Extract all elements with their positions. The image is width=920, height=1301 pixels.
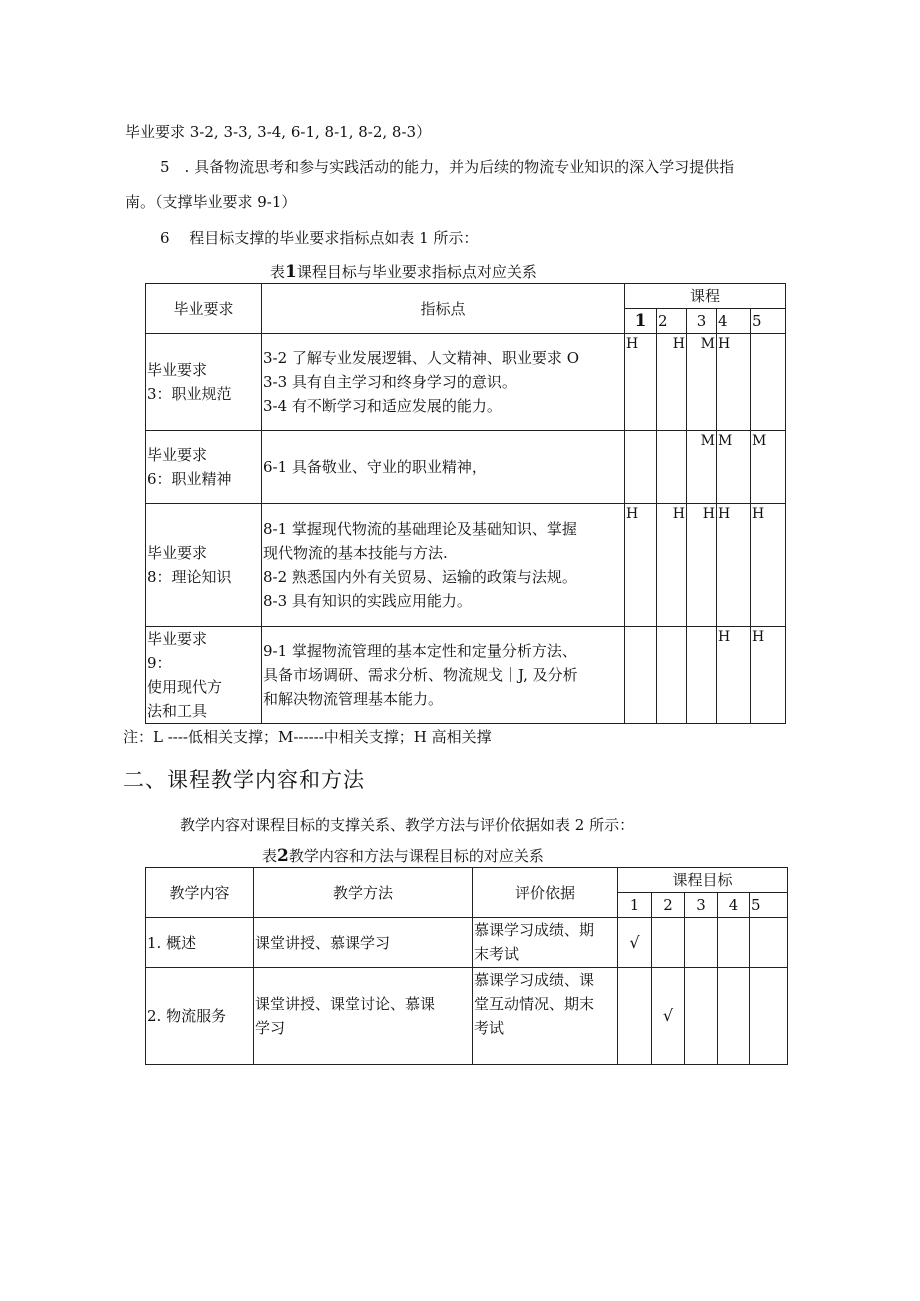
table2-row1-content: 1. 概述 [146, 918, 254, 968]
intro-line-4: 6 程目标支撑的毕业要求指标点如表 1 所示： [160, 229, 479, 247]
table1-header-points: 指标点 [262, 284, 625, 334]
table1-row1-requirement [146, 334, 262, 431]
table2-row2-method [254, 968, 473, 1065]
table1-row3-mark-4: H [717, 504, 751, 627]
table-row [146, 504, 786, 627]
table1-header-num-5: 5 [751, 309, 786, 334]
req-line: 毕业要求 [147, 544, 208, 562]
point-line: 3-4 有不断学习和适应发展的能力。 [263, 397, 502, 415]
table2-row2-basis [473, 968, 618, 1065]
table1-row4-mark-2 [657, 627, 687, 724]
table1-row3-mark-2: H [657, 504, 687, 627]
table2 [145, 867, 788, 1065]
table1-header-num-2: 2 [657, 309, 687, 334]
table1-row4-mark-1 [625, 627, 657, 724]
table2-row1-goal-2 [652, 918, 685, 968]
table1-row4-requirement [146, 627, 262, 724]
table2-row2-goal-4 [718, 968, 750, 1065]
intro-line-1: 毕业要求 3-2, 3-3, 3-4, 6-1, 8-1, 8-2, 8-3） [125, 123, 432, 141]
point-line: 9-1 掌握物流管理的基本定性和定量分析方法、 [263, 642, 577, 660]
table1-row2-mark-4: M [717, 431, 751, 504]
point-line: 3-2 了解专业发展逻辑、人文精神、职业要求 O [263, 349, 579, 367]
table1-row2-mark-1 [625, 431, 657, 504]
table1-caption [270, 262, 537, 282]
method-line: 课堂讲授、慕课学习 [255, 933, 391, 952]
table2-caption-number: 2 [277, 846, 289, 866]
method-line: 学习 [255, 1019, 286, 1037]
table2-header-num-5: 5 [750, 893, 788, 918]
table2-row1-basis [473, 918, 618, 968]
table2-caption [262, 846, 544, 866]
table1-row4-mark-4: H [717, 627, 751, 724]
table1-row4-points [262, 627, 625, 724]
table2-header-num-4: 4 [718, 893, 750, 918]
point-line: 8-2 熟悉国内外有关贸易、运输的政策与法规。 [263, 568, 577, 586]
req-line: 法和工具 [147, 702, 208, 720]
basis-line: 末考试 [474, 945, 520, 963]
table-row [146, 918, 788, 968]
table1-row3-mark-1: H [625, 504, 657, 627]
table2-caption-text: 教学内容和方法与课程目标的对应关系 [288, 847, 544, 865]
table1-row3-mark-5: H [751, 504, 786, 627]
table1-row2-mark-2 [657, 431, 687, 504]
point-line: 3-3 具有自主学习和终身学习的意识。 [263, 373, 517, 391]
table2-row1-goal-4 [718, 918, 750, 968]
basis-line: 慕课学习成绩、课 [474, 971, 595, 989]
table2-header-num-2: 2 [652, 893, 685, 918]
table1-row2-mark-3: M [687, 431, 717, 504]
table2-row2-content: 2. 物流服务 [146, 968, 254, 1065]
table2-row2-goal-3 [685, 968, 718, 1065]
table2-row2-goal-2: √ [652, 968, 685, 1065]
table1-header-num-4: 4 [717, 309, 751, 334]
table1-row1-mark-3: M [687, 334, 717, 431]
table2-header-method: 教学方法 [254, 868, 473, 918]
table1-row1-mark-4: H [717, 334, 751, 431]
req-line: 毕业要求 [147, 630, 208, 648]
table1-row1-points [262, 334, 625, 431]
table1-caption-number: 1 [285, 262, 297, 282]
table2-row1-goal-3 [685, 918, 718, 968]
req-line: 3：职业规范 [147, 385, 232, 403]
table1-row1-mark-1: H [625, 334, 657, 431]
req-line: 使用现代方 [147, 678, 223, 696]
table1-row3-points [262, 504, 625, 627]
table1-row4-mark-3 [687, 627, 717, 724]
table1-header-requirement: 毕业要求 [146, 284, 262, 334]
table-row [146, 334, 786, 431]
req-line: 9： [147, 654, 172, 672]
table2-row1-goal-1: √ [618, 918, 652, 968]
table2-header-content: 教学内容 [146, 868, 254, 918]
table-row [146, 968, 788, 1065]
table1-caption-prefix: 表 [270, 263, 286, 281]
table1-row2-mark-5: M [751, 431, 786, 504]
intro-line-3: 南。（支撑毕业要求 9-1） [125, 193, 297, 211]
table1-caption-text: 课程目标与毕业要求指标点对应关系 [296, 263, 537, 281]
table1-row3-requirement [146, 504, 262, 627]
table2-header-goals: 课程目标 [618, 868, 788, 893]
table-row [146, 627, 786, 724]
table2-caption-prefix: 表 [262, 847, 278, 865]
point-line: 6-1 具备敬业、守业的职业精神， [263, 458, 487, 476]
table1-row2-points [262, 431, 625, 504]
point-line: 8-3 具有知识的实践应用能力。 [263, 592, 472, 610]
point-line: 具备市场调研、需求分析、物流规戈｜J, 及分析 [263, 666, 578, 684]
table2-row1-method [254, 918, 473, 968]
req-line: 毕业要求 [147, 446, 208, 464]
basis-line: 慕课学习成绩、期 [474, 921, 595, 939]
basis-line: 考试 [474, 1019, 505, 1037]
table2-header-num-3: 3 [685, 893, 718, 918]
req-line: 6：职业精神 [147, 470, 232, 488]
table1-row2-requirement [146, 431, 262, 504]
table1-row1-mark-5 [751, 334, 786, 431]
intro-line-2: 5 . 具备物流思考和参与实践活动的能力，并为后续的物流专业知识的深入学习提供指 [160, 158, 735, 176]
table2-row2-goal-5 [750, 968, 788, 1065]
req-line: 8：理论知识 [147, 568, 232, 586]
table-row [146, 431, 786, 504]
table1-header-course: 课程 [625, 284, 786, 309]
section2-intro: 教学内容对课程目标的支撑关系、教学方法与评价依据如表 2 所示： [180, 816, 635, 834]
table1-row4-mark-5: H [751, 627, 786, 724]
point-line: 8-1 掌握现代物流的基础理论及基础知识、掌握 [263, 520, 577, 538]
table1-row3-mark-3: H [687, 504, 717, 627]
basis-line: 堂互动情况、期末 [474, 995, 595, 1013]
section2-heading: 二、课程教学内容和方法 [123, 768, 365, 792]
method-line: 课堂讲授、课堂讨论、慕课 [255, 995, 436, 1013]
table2-header-num-1: 1 [618, 893, 652, 918]
table1-note: 注：L ----低相关支撑；M------中相关支撑；H 高相关撑 [123, 728, 492, 746]
table2-header-basis: 评价依据 [473, 868, 618, 918]
table1 [145, 283, 786, 724]
req-line: 毕业要求 [147, 361, 208, 379]
table1-header-num-1: 1 [625, 309, 657, 334]
point-line: 和解决物流管理基本能力。 [263, 690, 444, 708]
table2-row2-goal-1 [618, 968, 652, 1065]
table2-row1-goal-5 [750, 918, 788, 968]
table1-row1-mark-2: H [657, 334, 687, 431]
point-line: 现代物流的基本技能与方法. [263, 544, 448, 562]
table1-header-num-3: 3 [687, 309, 717, 334]
